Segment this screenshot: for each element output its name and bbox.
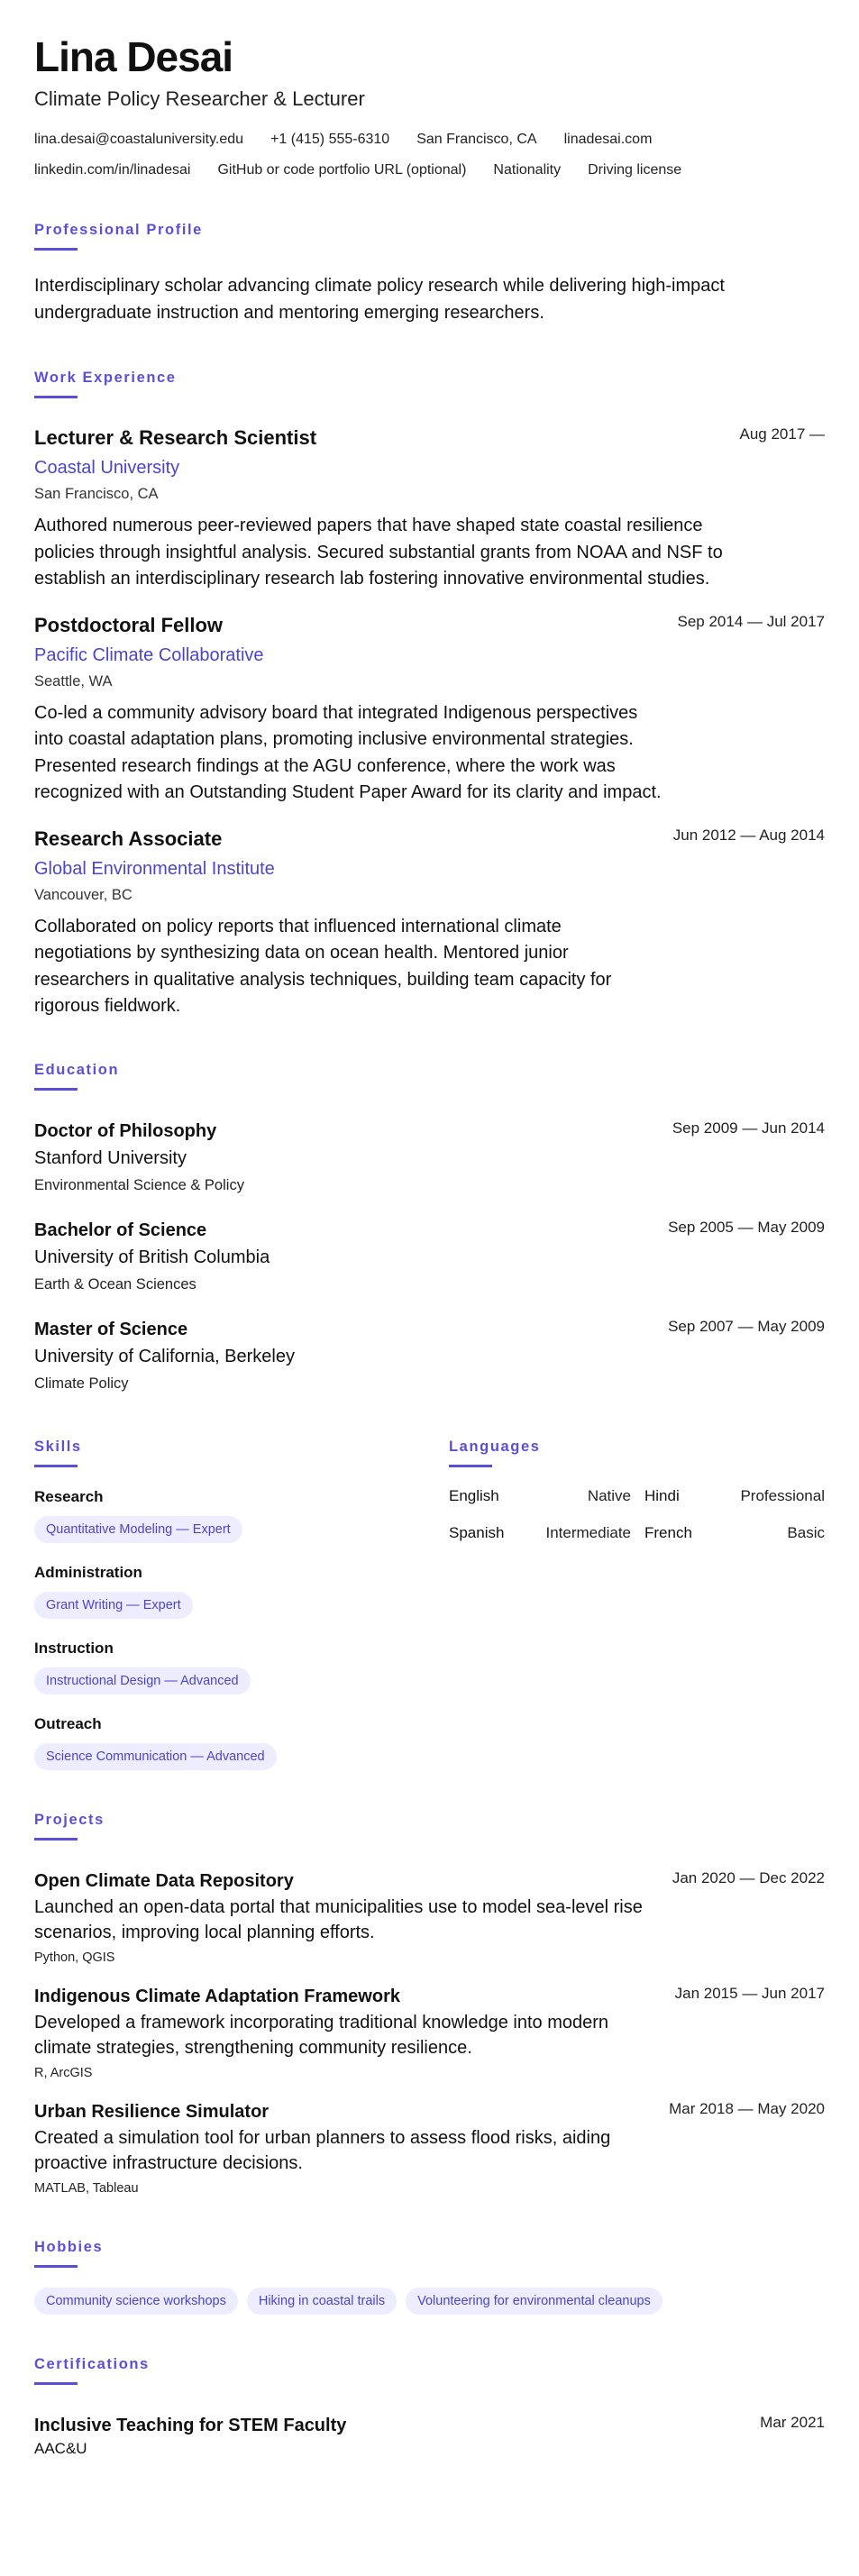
language-level: Professional (740, 1486, 825, 1504)
edu-dates: Sep 2005 — May 2009 (668, 1218, 825, 1236)
hobby-tag: Community science workshops (34, 2288, 238, 2315)
skill-group (34, 1714, 449, 1770)
project-tech: R, ArcGIS (34, 2065, 93, 2080)
skill-group (34, 1563, 449, 1619)
project-entry (34, 1869, 825, 1967)
profile-summary: Interdisciplinary scholar advancing climate policy research while delivering high-impact undergraduate instruction and mentoring emerging researchers. (34, 276, 725, 323)
job-title: Lecturer & Research Scientist (34, 426, 317, 449)
job-dates: Sep 2014 — Jul 2017 (677, 612, 825, 630)
project-title: Indigenous Climate Adaptation Framework (34, 1986, 400, 2006)
skill-tag: Quantitative Modeling — Expert (34, 1516, 242, 1543)
languages-section (449, 1439, 825, 1770)
skills-heading: Skills (34, 1438, 82, 1455)
skills-languages-section (34, 1439, 825, 1770)
hobby-tag: Hiking in coastal trails (247, 2288, 397, 2315)
project-dates: Jan 2020 — Dec 2022 (672, 1868, 825, 1886)
language-name: Spanish (449, 1523, 505, 1541)
job-description: Authored numerous peer-reviewed papers that have shaped state coastal resilience policies through insightful analysis. Secured substantial grants from NOAA and NSF to establish an interdisciplinary research lab fostering innovative environmental studies. (34, 516, 723, 589)
candidate-title: Climate Policy Researcher & Lecturer (34, 87, 365, 110)
job-title: Research Associate (34, 827, 223, 850)
job-description: Co-led a community advisory board that integrated Indigenous perspectives into coastal adaptation plans, promoting inclusive environmental strategies. Presented research findings at the AGU conference, where the work was recognized with an Outstanding Student Paper Award for its clarity and impact. (34, 702, 662, 802)
job-entry (34, 827, 825, 1020)
education-entry (34, 1119, 825, 1195)
education-entry (34, 1318, 825, 1393)
edu-dates: Sep 2007 — May 2009 (668, 1317, 825, 1335)
skills-section (34, 1439, 449, 1770)
hobbies-heading: Hobbies (34, 2238, 104, 2255)
project-description: Developed a framework incorporating traditional knowledge into modern climate strategies, strengthening community resilience. (34, 2012, 609, 2058)
skill-group-title: Instruction (34, 1639, 114, 1657)
profile-heading: Professional Profile (34, 222, 203, 238)
skill-group (34, 1639, 449, 1694)
skill-tag: Grant Writing — Expert (34, 1592, 193, 1619)
certification-entry (34, 2414, 825, 2459)
section-divider (34, 1465, 78, 1467)
contact-license: Driving license (588, 162, 682, 178)
edu-degree: Doctor of Philosophy (34, 1120, 217, 1141)
language-name: English (449, 1486, 499, 1504)
edu-degree: Master of Science (34, 1319, 188, 1339)
job-entry (34, 613, 825, 807)
hobbies-section (34, 2239, 825, 2315)
edu-school: University of British Columbia (34, 1247, 270, 1267)
contact-location: San Francisco, CA (416, 132, 537, 147)
project-entry (34, 1985, 825, 2082)
skill-group-title: Research (34, 1487, 104, 1505)
certification-date: Mar 2021 (760, 2413, 825, 2431)
section-divider (34, 1088, 78, 1091)
projects-heading: Projects (34, 1811, 105, 1828)
job-location: Vancouver, BC (34, 886, 133, 903)
project-tech: MATLAB, Tableau (34, 2180, 139, 2196)
contact-nationality: Nationality (493, 162, 562, 178)
job-organization: Coastal University (34, 458, 180, 478)
edu-school: University of California, Berkeley (34, 1346, 295, 1366)
contact-portfolio[interactable]: GitHub or code portfolio URL (optional) (217, 162, 467, 178)
skill-group-title: Outreach (34, 1714, 102, 1732)
edu-field: Environmental Science & Policy (34, 1176, 244, 1193)
skill-group-title: Administration (34, 1563, 142, 1581)
contact-row-primary (34, 132, 825, 148)
section-divider (34, 396, 78, 398)
job-location: San Francisco, CA (34, 486, 159, 502)
contact-linkedin[interactable]: linkedin.com/in/linadesai (34, 162, 191, 178)
job-dates: Jun 2012 — Aug 2014 (672, 826, 825, 844)
language-name: French (644, 1523, 692, 1541)
education-section (34, 1062, 825, 1393)
hobby-tag: Volunteering for environmental cleanups (406, 2288, 663, 2315)
projects-section (34, 1812, 825, 2197)
hobby-list (34, 2288, 825, 2315)
language-level: Intermediate (545, 1523, 631, 1541)
contact-row-secondary (34, 162, 825, 178)
languages-heading: Languages (449, 1438, 541, 1455)
contact-website[interactable]: linadesai.com (563, 132, 653, 147)
edu-field: Earth & Ocean Sciences (34, 1275, 196, 1293)
section-divider (34, 1838, 78, 1841)
edu-field: Climate Policy (34, 1375, 129, 1392)
edu-dates: Sep 2009 — Jun 2014 (672, 1119, 825, 1137)
skill-tag: Science Communication — Advanced (34, 1743, 277, 1770)
contact-phone[interactable]: +1 (415) 555-6310 (270, 132, 390, 147)
job-entry (34, 425, 825, 593)
contact-email[interactable]: lina.desai@coastaluniversity.edu (34, 132, 244, 147)
language-level: Native (587, 1486, 631, 1504)
certification-issuer: AAC&U (34, 2439, 87, 2457)
job-organization: Pacific Climate Collaborative (34, 644, 264, 665)
skill-tag: Instructional Design — Advanced (34, 1667, 251, 1694)
candidate-name: Lina Desai (34, 33, 233, 80)
section-divider (449, 1465, 492, 1467)
job-dates: Aug 2017 — (739, 425, 825, 443)
education-heading: Education (34, 1061, 120, 1078)
project-tech: Python, QGIS (34, 1950, 115, 1965)
job-title: Postdoctoral Fellow (34, 613, 224, 636)
resume-header (34, 32, 825, 178)
edu-degree: Bachelor of Science (34, 1219, 207, 1240)
section-divider (34, 2382, 78, 2385)
languages-grid (449, 1487, 825, 1542)
project-dates: Mar 2018 — May 2020 (669, 2099, 825, 2117)
section-divider (34, 2265, 78, 2268)
project-entry (34, 2100, 825, 2197)
project-dates: Jan 2015 — Jun 2017 (674, 1984, 825, 2002)
project-title: Urban Resilience Simulator (34, 2101, 270, 2122)
language-name: Hindi (644, 1486, 680, 1504)
edu-school: Stanford University (34, 1147, 187, 1168)
education-entry (34, 1219, 825, 1294)
section-divider (34, 248, 78, 251)
project-description: Created a simulation tool for urban planners to assess flood risks, aiding proactive infrastructure decisions. (34, 2127, 611, 2173)
certification-title: Inclusive Teaching for STEM Faculty (34, 2415, 347, 2435)
experience-heading: Work Experience (34, 370, 177, 386)
experience-section (34, 370, 825, 1020)
certifications-section (34, 2356, 825, 2459)
project-title: Open Climate Data Repository (34, 1870, 294, 1891)
job-location: Seattle, WA (34, 672, 113, 690)
skill-group (34, 1487, 449, 1543)
profile-section (34, 222, 825, 326)
project-description: Launched an open-data portal that municipalities use to model sea-level rise scenarios, improving local planning efforts. (34, 1896, 643, 1942)
language-level: Basic (787, 1523, 825, 1541)
job-description: Collaborated on policy reports that influenced international climate negotiations by synthesizing data on ocean health. Mentored junior researchers in qualitative analysis techniques, building team capacity for rigorous fieldwork. (34, 916, 612, 1016)
certifications-heading: Certifications (34, 2355, 150, 2372)
job-organization: Global Environmental Institute (34, 858, 275, 879)
